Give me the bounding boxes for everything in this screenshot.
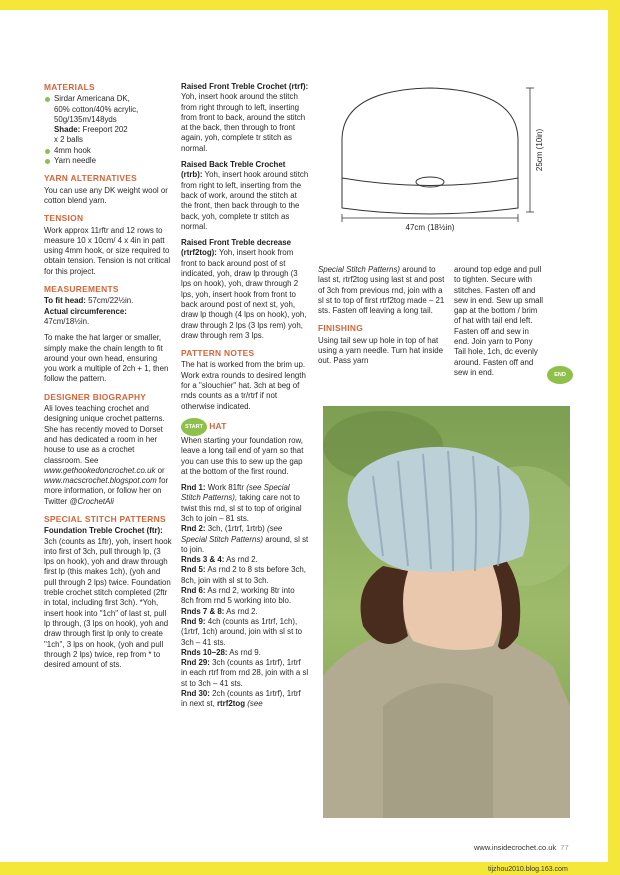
finishing-heading: FINISHING	[318, 323, 364, 334]
rftr-text: Raised Front Treble Crochet (rtrf): Yoh, insert hook around the stitch from right through to left, inserting from front to back, around the stitch at the back, then through to front again, yoh, complete tr stitch as normal.	[181, 82, 309, 153]
measurements-text: To fit head: 57cm/22½in. Actual circumference: 47cm/18½in.	[44, 296, 134, 326]
middle-column	[181, 82, 309, 710]
round-6: Rnd 6: As rnd 2, working 8tr into 8ch from rnd 5 working into blo.	[181, 586, 295, 606]
pattern-notes-heading: PATTERN NOTES	[181, 348, 255, 359]
right-border	[608, 0, 620, 875]
ftr-text: Foundation Treble Crochet (ftr): 3ch (counts as 1ftr), yoh, insert hook into first of 3ch, pull through lp, (3 lps on hook), yoh and draw through first lp (this makes 1ch), (yoh and pull through 2 lps) twice. Foundation treble crochet stitch completed (2ftr in total, including first 3ch). *Yoh, insert hook into "1ch" of last st, pull lp through, (3 lps on hook), yoh and draw through first lp only to create "1ch", 3 lps on hook, (yoh and pull through 2 lps) twice, rep from * to desired amount of sts.	[44, 526, 172, 670]
list-item: 4mm hook	[44, 146, 172, 156]
round-30: Rnd 30: 2ch (counts as 1rtrf), 1rtrf in next st, rtrf2tog (see	[181, 689, 301, 709]
end-badge: END	[547, 366, 573, 384]
right-column-a	[318, 265, 448, 373]
tension-text: Work approx 11rftr and 12 rows to measure 10 x 10cm/ 4 x 4in in patt using 4mm hook, or size required to obtain tension. Tension is not critical for this project.	[44, 225, 171, 276]
footer-site[interactable]: www.insidecrochet.co.uk	[474, 843, 557, 852]
hat-intro: When starting your foundation row, leave a long tail end of yarn so that you can use this to sew up the gap at the bottom of the first round.	[181, 435, 304, 476]
yarn-alternatives-text: You can use any DK weight wool or cotton blend yarn.	[44, 185, 168, 205]
round-2: Rnd 2: 3ch, (1rtrf, 1rtrb) (see Special Stitch Patterns) around, sl st to join.	[181, 524, 309, 554]
designer-text: Ali loves teaching crochet and designing unique crochet patterns. She has recently moved to Dorset and has dedicated a room in her house to use as a crochet classroom. See www.gethookedoncrochet.co.uk or www.macscrochet.blogspot.com for more information, or follow her on Twitter @CrochetAli	[44, 404, 169, 506]
special-stitch-heading: SPECIAL STITCH PATTERNS	[44, 513, 166, 524]
pattern-notes-text: The hat is worked from the brim up. Work extra rounds to desired length for a "slouchier" hat. 3ch at beg of rnds counts as a tr/rtrf if not otherwise indicated.	[181, 360, 306, 411]
width-label: 47cm (18½in)	[405, 223, 455, 232]
left-column	[44, 82, 172, 676]
round-29: Rnd 29: 3ch (counts as 1rtrf), 1rtrf in each rtrf from rnd 28, join with a sl st to 3ch – 41 sts.	[181, 658, 309, 688]
round-1: Rnd 1: Work 81ftr (see Special Stitch Patterns), taking care not to twist this rnd, sl st to top of original 3ch to join – 81 sts.	[181, 483, 302, 523]
top-border	[0, 0, 620, 10]
round-5: Rnd 5: As rnd 2 to 8 sts before 3ch, 8ch, join with sl st to 3ch.	[181, 565, 306, 585]
list-item: Yarn needle	[44, 156, 172, 166]
start-badge: START	[181, 418, 207, 436]
page-number: 77	[560, 843, 569, 852]
round-9: Rnd 9: 4ch (counts as 1rtrf, 1ch), (1rtrf, 1ch) around, join with sl st to 3ch – 41 sts.	[181, 616, 303, 647]
designer-heading: DESIGNER BIOGRAPHY	[44, 391, 147, 402]
finishing-text: Using tail sew up hole in top of hat using a yarn needle. Turn hat inside out. Pass yarn	[318, 335, 444, 366]
round-3-4: Rnds 3 & 4: As rnd 2.	[181, 555, 258, 565]
rftdec-text: Raised Front Treble decrease (rtrf2tog): Yoh, insert hook from front to back around post of st indicated, yoh, draw lp through (3 lps on hook), yoh, draw through 2 lps, yoh, insert hook from front to back around post of next st, yoh, draw lp though (4 lps on hook), yoh, draw through 2 lps (3 lps rem) yoh, draw through rem 3 lps.	[181, 238, 307, 340]
hat-brim	[342, 178, 518, 214]
finishing-text-continued: around top edge and pull to tighten. Secure with stitches. Fasten off and sew in end. Sew up small gap at the bottom / brim of hat with tail end left. Fasten off and sew in end. Join yarn to Pony Tail hole, 1ch, dc evenly around. Fasten off and sew in end.	[454, 265, 544, 377]
round-30-continued: Special Stitch Patterns) around to last st, rtrf2tog using last st and post of 3ch from previous rnd, join with a sl st to top of first rtrf2tog made – 21 sts. Fasten off leaving a long tail.	[318, 265, 445, 316]
watermark: tijzhou2010.blog.163.com	[488, 866, 568, 873]
footer	[474, 843, 569, 852]
hat-diagram	[322, 78, 562, 233]
measurements-note: To make the hat larger or smaller, simply make the chain length to fit around your own head, ensuring you work a multiple of 2ch + 1, then follow the pattern.	[44, 333, 169, 384]
hat-outline	[342, 88, 518, 178]
materials-list	[44, 94, 172, 166]
rbtr-text: Raised Back Treble Crochet (rtrb): Yoh, insert hook around stitch from right to left, inserting from the back of work, around the stitch at the front, then back through to the back, yoh, complete tr stitch as normal.	[181, 160, 309, 231]
materials-heading: MATERIALS	[44, 82, 95, 92]
hat-brim-top	[342, 178, 518, 186]
yarn-alternatives-heading: YARN ALTERNATIVES	[44, 173, 138, 184]
hat-section-header	[181, 418, 309, 436]
crochet-hat	[348, 447, 530, 572]
hat-heading: HAT	[209, 421, 227, 431]
round-10-28: Rnds 10–28: As rnd 9.	[181, 647, 261, 657]
model-photo	[323, 406, 570, 818]
round-7-8: Rnds 7 & 8: As rnd 2.	[181, 606, 258, 616]
measurements-heading: MEASUREMENTS	[44, 284, 119, 295]
list-item: Sirdar Americana DK, 60% cotton/40% acrylic, 50g/135m/148yds Shade: Freeport 202 x 2 balls	[44, 94, 172, 145]
height-label: 25cm (10in)	[535, 128, 544, 172]
tension-heading: TENSION	[44, 213, 84, 224]
